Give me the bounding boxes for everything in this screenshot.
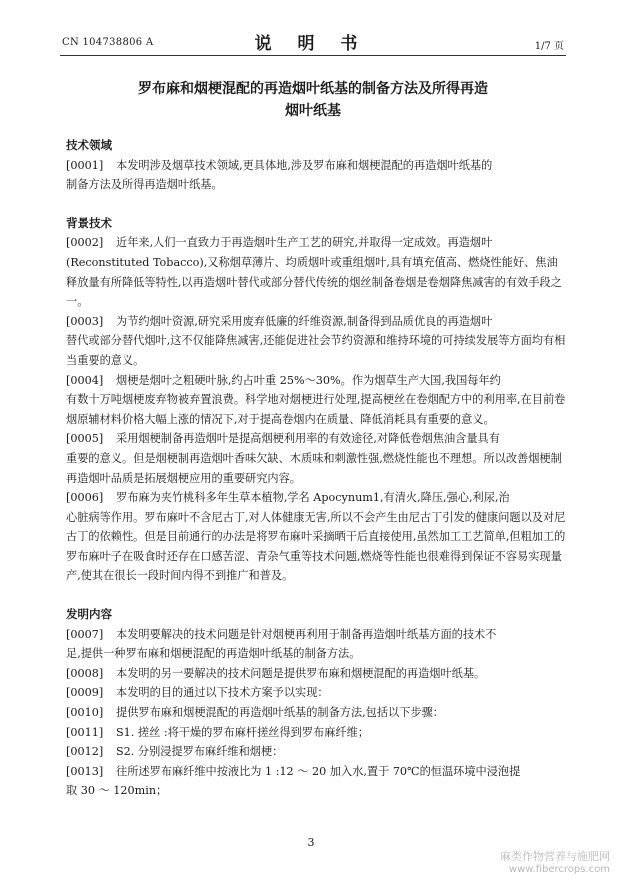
paragraph <box>66 312 566 371</box>
paragraph <box>66 625 566 664</box>
paragraph-first-line: S1. 搓丝 :将干燥的罗布麻杆搓丝得到罗布麻纤维； <box>116 725 369 739</box>
paragraph-number: [0010] <box>66 706 104 720</box>
paragraph <box>66 488 566 586</box>
section-heading: 背景技术 <box>66 215 112 230</box>
paragraph-first-line: 往所述罗布麻纤维中按液比为 1 :12 ～ 20 加入水,置于 70℃的恒温环境中浸泡提 <box>116 764 521 778</box>
paragraph <box>66 429 566 488</box>
document-body <box>66 136 566 801</box>
paragraph-number: [0007] <box>66 627 104 641</box>
paragraph-first-line: 提供罗布麻和烟梗混配的再造烟叶纸基的制备方法,包括以下步骤： <box>116 706 444 720</box>
paragraph-number: [0003] <box>66 314 104 328</box>
paragraph-continuation: 重要的意义。但是烟梗制再造烟叶香味欠缺、木质味和刺激性强,燃烧性能也不理想。所以改善烟梗制再造烟叶品质是拓展烟梗应用的重要研究内容。 <box>66 451 562 485</box>
paragraph <box>66 156 566 195</box>
paragraph-first-line: 烟梗是烟叶之粗硬叶脉,约占叶重 25%～30%。作为烟草生产大国,我国每年约 <box>116 373 501 387</box>
paragraph-number: [0011] <box>66 725 104 739</box>
paragraph <box>66 703 566 723</box>
paragraph <box>66 742 566 762</box>
paragraph <box>66 233 566 311</box>
watermark <box>500 848 610 875</box>
paragraph-first-line: 本发明的目的通过以下技术方案予以实现： <box>116 686 329 700</box>
paragraph-continuation: 替代或部分替代烟叶,这不仅能降焦减害,还能促进社会节约资源和维持环境的可持续发展等方面均有相当重要的意义。 <box>66 334 566 367</box>
section-heading: 发明内容 <box>66 607 112 622</box>
paragraph-number: [0008] <box>66 666 104 680</box>
section-heading: 技术领域 <box>66 138 112 152</box>
paragraph-first-line: 本发明要解决的技术问题是针对烟梗再利用于制备再造烟叶纸基方面的技术不 <box>116 627 497 641</box>
paragraph-text <box>116 742 566 762</box>
paragraph <box>66 664 566 684</box>
patent-number: CN 104738806 A <box>62 37 154 48</box>
paragraph-number: [0012] <box>66 745 104 759</box>
paragraph-number: [0001] <box>66 158 104 172</box>
watermark-url: www.fibercrops.com <box>508 864 610 875</box>
paragraph-number: [0002] <box>66 236 104 250</box>
paragraph-first-line: 为节约烟叶资源,研究采用废弃低廉的纤维资源,制备得到品质优良的再造烟叶 <box>116 314 493 328</box>
paragraph-number: [0004] <box>66 373 104 387</box>
paragraph-first-line: 近年来,人们一直致力于再造烟叶生产工艺的研究,并取得一定成效。再造烟叶 <box>116 236 493 250</box>
paragraph <box>66 762 566 801</box>
page-number: 3 <box>307 836 315 849</box>
paragraph-continuation: 取 30 ～ 120min； <box>66 784 168 798</box>
paragraph-continuation: 足,提供一种罗布麻和烟梗混配的再造烟叶纸基的制备方法。 <box>66 647 361 661</box>
paragraph <box>66 371 566 430</box>
paragraph-number: [0006] <box>66 491 104 505</box>
paragraph <box>66 683 566 703</box>
paragraph-continuation: 制备方法及所得再造烟叶纸基。 <box>66 178 223 192</box>
paragraph-continuation: 有数十万吨烟梗废弃物被弃置浪费。科学地对烟梗进行处理,提高梗丝在卷烟配方中的利用率,在目前卷烟原辅材料价格大幅上涨的情况下,对于提高卷烟内在质量、降低消耗具有重要的意义。 <box>66 393 566 426</box>
paragraph-first-line: 罗布麻为夹竹桃科多年生草本植物,学名 Apocynum1,有清火,降压,强心,利尿,治 <box>116 491 510 505</box>
document-title <box>60 78 566 122</box>
paragraph-number: [0005] <box>66 432 104 446</box>
title-line-1: 罗布麻和烟梗混配的再造烟叶纸基的制备方法及所得再造 <box>138 81 488 97</box>
paragraph-continuation: (Reconstituted Tobacco),又称烟草薄片、均质烟叶或重组烟叶,具有填充值高、燃烧性能好、焦油释放量有所降低等特性,以再造烟叶替代或部分替代传统的烟丝制备卷烟是卷烟降焦减害的有效手段之一。 <box>66 255 562 309</box>
paragraph-first-line: 本发明的另一要解决的技术问题是提供罗布麻和烟梗混配的再造烟叶纸基。 <box>116 666 486 680</box>
paragraph-text <box>116 703 566 723</box>
page-of-indicator: 1/7 页 <box>534 41 564 52</box>
paragraph-continuation: 心脏病等作用。罗布麻叶不含尼古丁,对人体健康无害,所以不会产生由尼古丁引发的健康问题以及对尼古丁的依赖性。但是目前通行的办法是将罗布麻叶采摘晒干后直接使用,虽然加工工艺简单,但粗加工的罗布麻叶子在吸食时还存在口感苦涩、青杂气重等技术问题,燃烧等性能也很难得到保证不容易实现量产,使其在很长一段时间内得不到推广和普及。 <box>66 510 566 583</box>
watermark-site-name: 麻类作物营养与施肥网 <box>500 850 610 863</box>
paragraph <box>66 723 566 743</box>
header-divider <box>60 55 566 56</box>
paragraph-first-line: 本发明涉及烟草技术领域,更具体地,涉及罗布麻和烟梗混配的再造烟叶纸基的 <box>116 158 493 172</box>
paragraph-text <box>116 664 566 684</box>
paragraph-text <box>116 723 566 743</box>
paragraph-first-line: 采用烟梗制备再造烟叶是提高烟梗利用率的有效途径,对降低卷烟焦油含量具有 <box>116 432 500 446</box>
document-type: 说 明 书 <box>254 34 368 54</box>
title-line-2: 烟叶纸基 <box>285 103 341 119</box>
paragraph-number: [0009] <box>66 686 104 700</box>
paragraph-number: [0013] <box>66 764 104 778</box>
paragraph-first-line: S2. 分别浸提罗布麻纤维和烟梗： <box>116 745 284 759</box>
paragraph-text <box>116 683 566 703</box>
